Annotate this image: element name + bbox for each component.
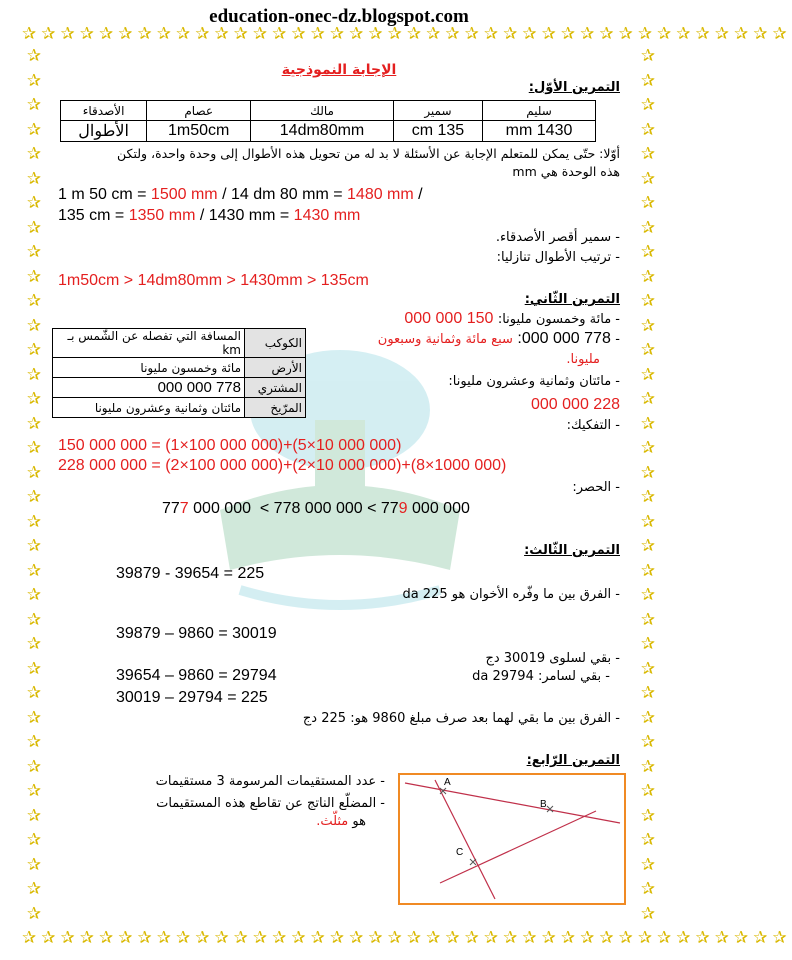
decomposition-1: 150 000 000 = (1×100 000 000)+(5×10 000 000) <box>58 437 402 454</box>
star-icon: ✰ <box>26 585 42 604</box>
planets-table <box>52 328 306 418</box>
star-icon: ✰ <box>640 389 656 408</box>
star-icon: ✰ <box>26 389 42 408</box>
calc-3: 39654 – 9860 = 29794 <box>116 667 277 684</box>
star-icon: ✰ <box>26 462 42 482</box>
table-row-label: الأطوال <box>61 121 147 142</box>
star-icon: ✰ <box>640 634 656 653</box>
star-icon: ✰ <box>640 683 656 702</box>
ex4-answer: هو مثلّث. <box>316 814 366 829</box>
ex1-note-line1: أوّلا: حتّى يمكن للمتعلم الإجابة عن الأسئلة لا بد له من تحويل هذه الأطوال إلى وحدة واحدة، ولتكن <box>117 146 620 161</box>
star-icon: ✰ <box>26 266 42 286</box>
star-icon: ✰ <box>26 781 42 800</box>
ex2-item2: - 778 000 000: سبع مائة وثمانية وسبعون <box>377 330 620 347</box>
distance-cell: 778 000 000 <box>53 378 245 398</box>
table-cell: 14dm80mm <box>251 121 394 142</box>
star-icon: ✰ <box>640 487 656 506</box>
star-icon: ✰ <box>26 830 42 849</box>
ex1-note-line2: هذه الوحدة هي mm <box>512 164 620 179</box>
star-icon: ✰ <box>26 879 42 898</box>
star-icon: ✰ <box>640 291 656 310</box>
star-icon: ✰ <box>640 854 656 874</box>
border-top-stars: ✰✰✰✰✰✰✰✰✰✰✰✰✰✰✰✰✰✰✰✰✰✰✰✰✰✰✰✰✰✰✰✰✰✰✰✰✰✰✰✰ <box>22 24 792 43</box>
star-icon: ✰ <box>640 756 656 776</box>
ex3-title: التمرين الثّالث: <box>524 543 620 558</box>
ex2-bound-label: - الحصر: <box>572 480 620 495</box>
ex3-salwa: - بقي لسلوى 30019 دج <box>485 651 620 666</box>
point-label-a: A <box>444 777 451 788</box>
border-left-stars <box>24 44 44 928</box>
ex3-final: - الفرق بين ما بقي لهما بعد صرف مبلغ 9860 هو: 225 دج <box>302 711 620 726</box>
star-icon: ✰ <box>640 95 656 114</box>
planet-cell: المرّيخ <box>245 398 306 418</box>
page-title: الإجابة النموذجية <box>281 62 397 78</box>
ex2-item3-value: 228 000 000 <box>530 396 620 413</box>
star-icon: ✰ <box>640 70 656 90</box>
star-icon: ✰ <box>640 315 656 335</box>
table-cell: 1430 mm <box>483 121 596 142</box>
triangle-figure <box>398 773 626 905</box>
star-icon: ✰ <box>640 144 656 163</box>
table-cell: 135 cm <box>393 121 482 142</box>
star-icon: ✰ <box>26 438 42 457</box>
star-icon: ✰ <box>640 462 656 482</box>
star-icon: ✰ <box>640 781 656 800</box>
ex2-item2-cont: مليونا. <box>566 352 600 367</box>
line-bc <box>440 811 596 883</box>
answer-value: 1430 mm <box>293 207 361 224</box>
star-icon: ✰ <box>26 634 42 653</box>
planet-cell: المشتري <box>245 378 306 398</box>
point-label-b: B <box>540 799 547 810</box>
ex3-difference: - الفرق بين ما وفّره الأخوان هو 225 da <box>402 587 620 602</box>
star-icon: ✰ <box>26 707 42 727</box>
ex1-order-label: - ترتيب الأطوال تنازليا: <box>496 250 620 265</box>
ex4-title: التمرين الرّابع: <box>526 753 620 768</box>
star-icon: ✰ <box>26 315 42 335</box>
table-header-cell: الأصدقاء <box>61 101 147 121</box>
star-icon: ✰ <box>640 879 656 898</box>
answer-value: 1350 mm <box>128 207 196 224</box>
star-icon: ✰ <box>26 536 42 555</box>
border-right-stars <box>638 44 658 928</box>
ex2-bounding: 777 000 000 < 778 000 000 < 779 000 000 <box>162 500 470 517</box>
line-ab <box>405 783 620 823</box>
distance-cell: مائتان وثمانية وعشرون مليونا <box>53 398 245 418</box>
star-icon: ✰ <box>640 732 656 751</box>
star-icon: ✰ <box>640 242 656 261</box>
ex4-line1: - عدد المستقيمات المرسومة 3 مستقيمات <box>155 774 385 789</box>
point-label-c: C <box>456 847 464 858</box>
ex3-samer: - بقي لسامر: 29794 da <box>472 669 610 684</box>
ex1-shortest: - سمير أقصر الأصدقاء. <box>495 230 620 245</box>
star-icon: ✰ <box>640 340 656 359</box>
border-bottom-stars: ✰✰✰✰✰✰✰✰✰✰✰✰✰✰✰✰✰✰✰✰✰✰✰✰✰✰✰✰✰✰✰✰✰✰✰✰✰✰✰✰ <box>22 928 792 947</box>
star-icon: ✰ <box>640 585 656 604</box>
star-icon: ✰ <box>26 70 42 90</box>
conversion-line-1: 1 m 50 cm = 1500 mm / 14 dm 80 mm = 1480 mm / <box>58 186 423 203</box>
answer-value: سبع مائة وثمانية وسبعون <box>377 332 513 347</box>
star-icon: ✰ <box>26 217 42 237</box>
star-icon: ✰ <box>26 805 42 825</box>
star-icon: ✰ <box>26 756 42 776</box>
star-icon: ✰ <box>640 609 656 629</box>
star-icon: ✰ <box>26 242 42 261</box>
star-icon: ✰ <box>26 144 42 163</box>
star-icon: ✰ <box>26 168 42 188</box>
ex2-decomp-label: - التفكيك: <box>566 418 620 433</box>
star-icon: ✰ <box>640 217 656 237</box>
star-icon: ✰ <box>26 95 42 114</box>
star-icon: ✰ <box>640 168 656 188</box>
decomposition-2: 228 000 000 = (2×100 000 000)+(2×10 000 000)+(8×1000 000) <box>58 457 507 474</box>
ex1-order-answer: 1m50cm > 14dm80mm > 1430mm > 135cm <box>58 272 369 289</box>
ex2-title: التمرين الثّاني: <box>524 292 620 307</box>
answer-value: 1500 mm <box>150 186 218 203</box>
star-icon: ✰ <box>640 536 656 555</box>
calc-4: 30019 – 29794 = 225 <box>116 689 268 706</box>
star-icon: ✰ <box>640 903 656 923</box>
star-icon: ✰ <box>640 511 656 531</box>
star-icon: ✰ <box>640 266 656 286</box>
table-header-cell: مالك <box>251 101 394 121</box>
ex2-item3-label: - مائتان وثمانية وعشرون مليونا: <box>448 374 620 389</box>
star-icon: ✰ <box>640 658 656 678</box>
star-icon: ✰ <box>26 487 42 506</box>
ex1-title: التمرين الأوّل: <box>528 80 620 95</box>
table-header-cell: عصام <box>147 101 251 121</box>
table-header-cell: المسافة التي تفصله عن الشّمس بـ km <box>53 329 245 358</box>
star-icon: ✰ <box>26 732 42 751</box>
star-icon: ✰ <box>26 46 42 65</box>
ex4-line2: - المضلّع الناتج عن تقاطع هذه المستقيمات <box>156 796 385 811</box>
star-icon: ✰ <box>26 609 42 629</box>
star-icon: ✰ <box>26 683 42 702</box>
star-icon: ✰ <box>640 438 656 457</box>
calc-1: 39879 - 39654 = 225 <box>116 565 265 582</box>
table-header-cell: الكوكب <box>245 329 306 358</box>
table-cell: 1m50cm <box>147 121 251 142</box>
calc-2: 39879 – 9860 = 30019 <box>116 625 277 642</box>
friends-lengths-table <box>60 100 596 142</box>
star-icon: ✰ <box>640 707 656 727</box>
conversion-line-2: 135 cm = 1350 mm / 1430 mm = 1430 mm <box>58 207 361 224</box>
star-icon: ✰ <box>640 413 656 433</box>
star-icon: ✰ <box>640 364 656 384</box>
star-icon: ✰ <box>26 511 42 531</box>
star-icon: ✰ <box>640 193 656 212</box>
planet-cell: الأرض <box>245 358 306 378</box>
star-icon: ✰ <box>26 291 42 310</box>
star-icon: ✰ <box>26 560 42 580</box>
star-icon: ✰ <box>640 119 656 139</box>
star-icon: ✰ <box>640 805 656 825</box>
star-icon: ✰ <box>640 560 656 580</box>
ex2-item1: - مائة وخمسون مليونا: 150 000 000 <box>404 310 620 327</box>
star-icon: ✰ <box>640 830 656 849</box>
star-icon: ✰ <box>26 364 42 384</box>
star-icon: ✰ <box>26 903 42 923</box>
star-icon: ✰ <box>26 119 42 139</box>
answer-value: 150 000 000 <box>404 310 494 327</box>
star-icon: ✰ <box>26 854 42 874</box>
star-icon: ✰ <box>640 46 656 65</box>
distance-cell: مائة وخمسون مليونا <box>53 358 245 378</box>
table-header-cell: سمير <box>393 101 482 121</box>
star-icon: ✰ <box>26 340 42 359</box>
star-icon: ✰ <box>26 413 42 433</box>
cross-mark-c <box>470 859 476 865</box>
site-title: education-onec-dz.blogspot.com <box>209 6 469 27</box>
answer-value: 1480 mm <box>347 186 414 203</box>
star-icon: ✰ <box>26 658 42 678</box>
star-icon: ✰ <box>26 193 42 212</box>
table-header-cell: سليم <box>483 101 596 121</box>
